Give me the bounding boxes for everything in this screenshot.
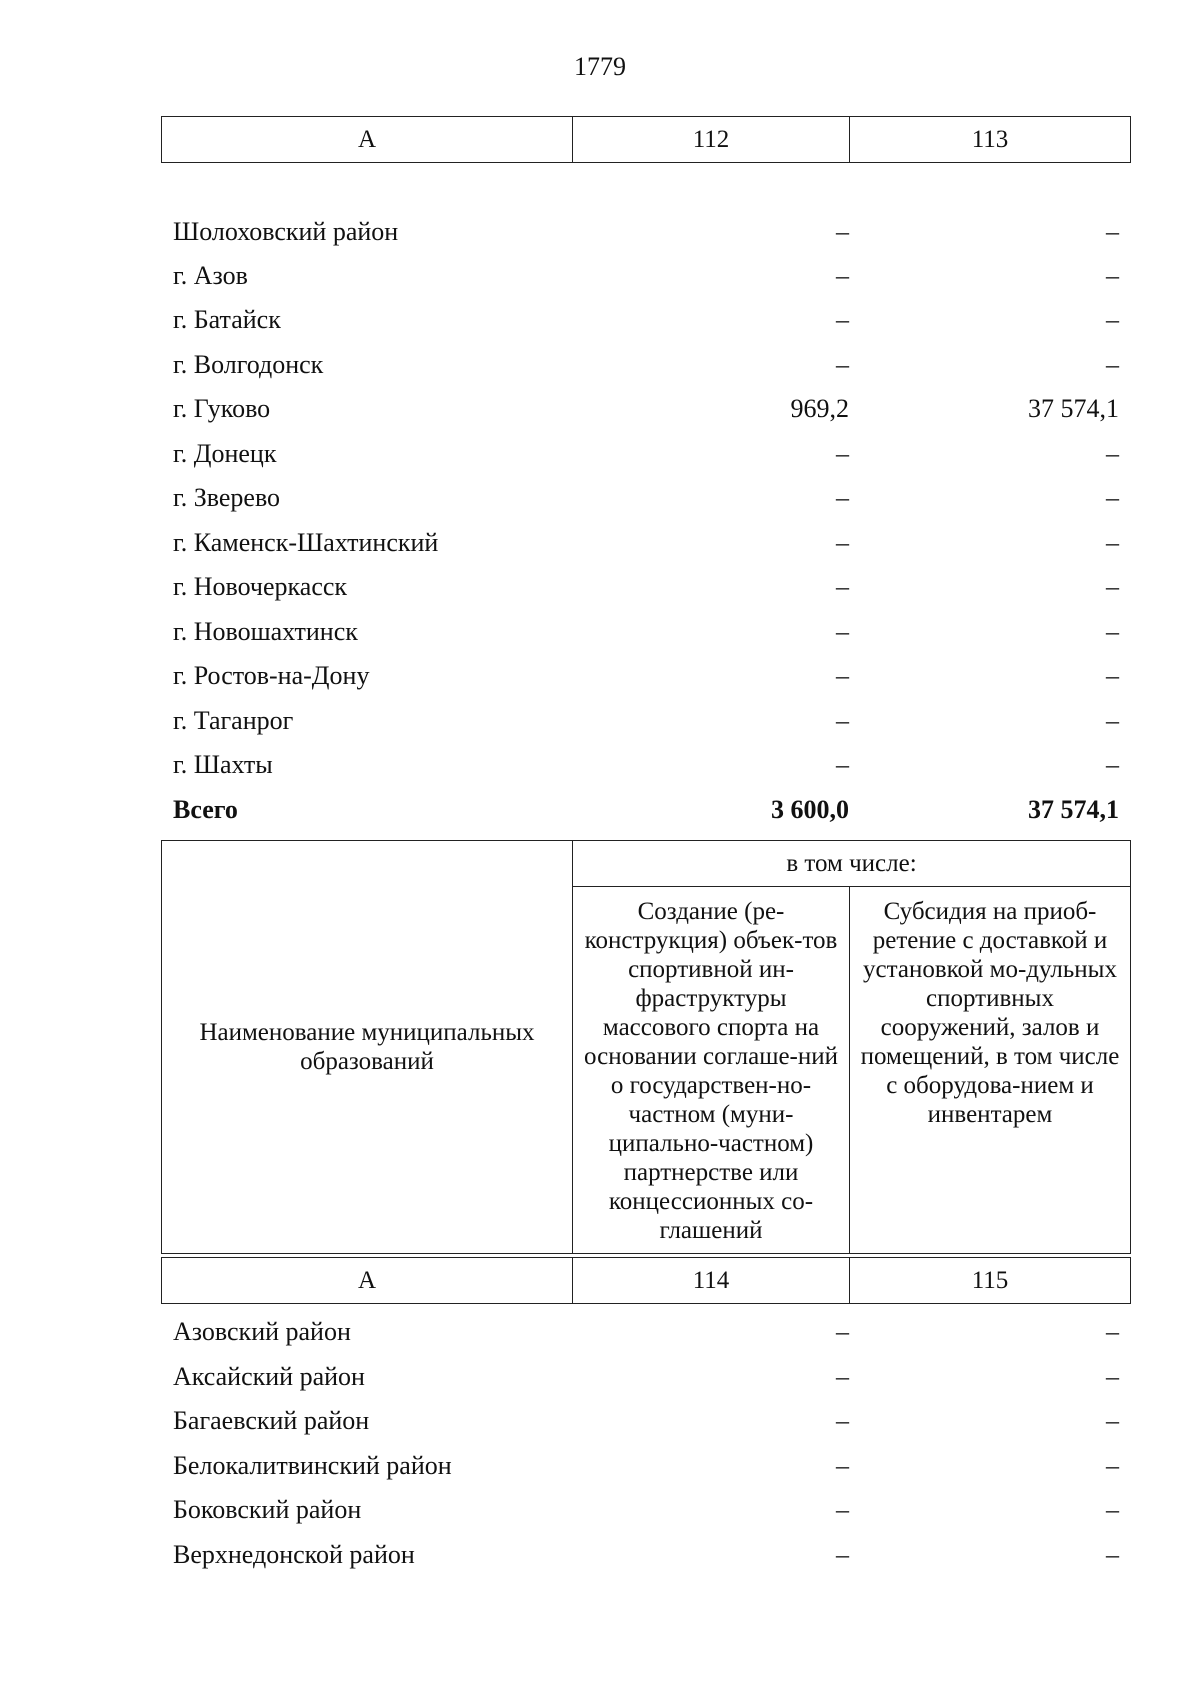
- page-number: 1779: [574, 52, 626, 81]
- row-value-112: –: [836, 350, 849, 379]
- row-value-115: –: [1106, 1451, 1119, 1480]
- row-value-113: –: [1106, 617, 1119, 646]
- row-value-112: –: [836, 706, 849, 735]
- row-value-115: –: [1106, 1362, 1119, 1391]
- row-value-114: –: [836, 1495, 849, 1524]
- row-value-113: –: [1106, 217, 1119, 246]
- row-value-112: –: [836, 617, 849, 646]
- row-name: г. Батайск: [173, 305, 281, 334]
- row-name: г. Каменск-Шахтинский: [173, 528, 439, 557]
- table-row: [161, 298, 1131, 342]
- row-value-112: –: [836, 750, 849, 779]
- row-value-112: 969,2: [790, 394, 849, 423]
- row-name: Верхнедонской район: [173, 1540, 415, 1569]
- table-row: [161, 1444, 1131, 1488]
- table-row: [161, 1355, 1131, 1399]
- table-row: [161, 521, 1131, 565]
- row-value-113: –: [1106, 661, 1119, 690]
- row-value-113: 37 574,1: [1028, 394, 1119, 423]
- row-value-113: –: [1106, 261, 1119, 290]
- row-value-112: –: [836, 661, 849, 690]
- row-name: г. Волгодонск: [173, 350, 324, 379]
- row-value-113: –: [1106, 750, 1119, 779]
- table-row: [161, 210, 1131, 254]
- row-name: г. Азов: [173, 261, 248, 290]
- row-value-113: –: [1106, 572, 1119, 601]
- row-value-115: –: [1106, 1317, 1119, 1346]
- row-value-115: –: [1106, 1495, 1119, 1524]
- header-cell-113: 113: [849, 116, 1131, 163]
- table-row: [161, 387, 1131, 431]
- row-value-113: –: [1106, 528, 1119, 557]
- table-row: [161, 343, 1131, 387]
- row-name: г. Гуково: [173, 394, 271, 423]
- total-value-112: 3 600,0: [771, 795, 849, 824]
- row-value-112: –: [836, 483, 849, 512]
- row-value-112: –: [836, 439, 849, 468]
- header-group-label: в том числе:: [572, 840, 1131, 887]
- row-name: г. Таганрог: [173, 706, 294, 735]
- total-value-113: 37 574,1: [1028, 795, 1119, 824]
- table-row: [161, 432, 1131, 476]
- table-row: [161, 654, 1131, 698]
- total-label: Всего: [173, 795, 238, 824]
- row-name: г. Донецк: [173, 439, 277, 468]
- row-name: Шолоховский район: [173, 217, 399, 246]
- row-value-113: –: [1106, 305, 1119, 334]
- row-value-114: –: [836, 1540, 849, 1569]
- table-row: [161, 610, 1131, 654]
- row-value-115: –: [1106, 1406, 1119, 1435]
- row-name: г. Новошахтинск: [173, 617, 358, 646]
- row-value-112: –: [836, 528, 849, 557]
- table-row: [161, 254, 1131, 298]
- header-name-column: Наименование муниципальных образований: [161, 840, 573, 1254]
- row-value-114: –: [836, 1317, 849, 1346]
- row-name: г. Новочеркасск: [173, 572, 348, 601]
- header-column-115-title: Субсидия на приоб-ретение с доставкой и установкой мо-дульных спортивных сооружений, залов и помещений, в том числе с оборудова-нием и инвентарем: [849, 886, 1131, 1254]
- row-value-114: –: [836, 1406, 849, 1435]
- table-row: [161, 743, 1131, 787]
- header-cell-a: А: [161, 116, 573, 163]
- row-value-114: –: [836, 1451, 849, 1480]
- row-value-112: –: [836, 572, 849, 601]
- row-name: Азовский район: [173, 1317, 351, 1346]
- table-row: [161, 476, 1131, 520]
- row-name: г. Ростов-на-Дону: [173, 661, 370, 690]
- header-column-114-title: Создание (ре-конструкция) объек-тов спортивной ин-фраструктуры массового спорта на основании соглаше-ний о государствен-но-частном (муни-ципально-частном) партнерстве или концессионных со-глашений: [572, 886, 850, 1254]
- table-row: [161, 565, 1131, 609]
- row-name: Белокалитвинский район: [173, 1451, 452, 1480]
- row-value-112: –: [836, 305, 849, 334]
- row-value-113: –: [1106, 483, 1119, 512]
- header-cell-112: 112: [572, 116, 850, 163]
- header-cell-115: 115: [849, 1257, 1131, 1304]
- table-row: [161, 1533, 1131, 1577]
- table-row: [161, 1488, 1131, 1532]
- total-row: [161, 788, 1131, 832]
- row-value-113: –: [1106, 350, 1119, 379]
- row-name: Аксайский район: [173, 1362, 365, 1391]
- row-value-114: –: [836, 1362, 849, 1391]
- row-name: Багаевский район: [173, 1406, 370, 1435]
- row-value-112: –: [836, 261, 849, 290]
- row-value-112: –: [836, 217, 849, 246]
- row-name: г. Зверево: [173, 483, 281, 512]
- header-cell-a: А: [161, 1257, 573, 1304]
- row-name: Боковский район: [173, 1495, 362, 1524]
- row-value-115: –: [1106, 1540, 1119, 1569]
- row-value-113: –: [1106, 706, 1119, 735]
- row-name: г. Шахты: [173, 750, 273, 779]
- row-value-113: –: [1106, 439, 1119, 468]
- table-row: [161, 1310, 1131, 1354]
- table-row: [161, 1399, 1131, 1443]
- header-cell-114: 114: [572, 1257, 850, 1304]
- table-row: [161, 699, 1131, 743]
